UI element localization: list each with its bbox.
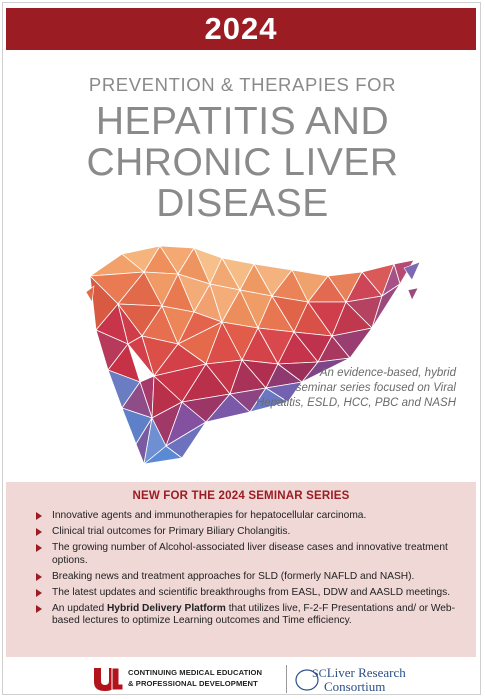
- list-item: Clinical trial outcomes for Primary Biliary Cholangitis.: [36, 526, 466, 539]
- list-item: The latest updates and scientific breakthroughs from EASL, DDW and AASLD meetings.: [36, 587, 466, 600]
- new-series-panel: [6, 482, 476, 657]
- bullet-arrow-icon: [36, 589, 42, 597]
- cme-line-1: CONTINUING MEDICAL EDUCATION: [128, 668, 263, 677]
- list-item: An updated Hybrid Delivery Platform that utilizes live, F-2-F Presentations and/ or Web-based lectures to optimize Learning outcomes and Time efficiency.: [36, 603, 466, 628]
- title-line-1: HEPATITIS AND: [95, 100, 390, 143]
- cme-text: [128, 667, 262, 689]
- sc-line-1: Liver Research: [326, 665, 406, 680]
- subtitle: PREVENTION & THERAPIES FOR: [88, 74, 397, 95]
- list-item: Innovative agents and immunotherapies for hepatocellular carcinoma.: [36, 510, 466, 523]
- cme-line-2: & PROFESSIONAL DEVELOPMENT: [128, 679, 258, 688]
- list-item: Breaking news and treatment approaches for SLD (formerly NAFLD and NASH).: [36, 571, 466, 584]
- title-line-3: DISEASE: [156, 182, 329, 225]
- sc-mark: SC: [312, 666, 327, 680]
- bullet-arrow-icon: [36, 573, 42, 581]
- bullet-arrow-icon: [36, 512, 42, 520]
- tagline-line-3: Hepatitis, ESLD, HCC, PBC and NASH: [255, 397, 456, 409]
- liver-illustration: [82, 232, 422, 472]
- title-line-2: CHRONIC LIVER: [86, 141, 399, 184]
- list-item: The growing number of Alcohol-associated liver disease cases and innovative treatment options.: [36, 542, 466, 567]
- new-series-heading: NEW FOR THE 2024 SEMINAR SERIES: [132, 490, 350, 502]
- tagline-line-1: An evidence-based, hybrid: [319, 367, 456, 379]
- footer-divider: [286, 665, 287, 693]
- tagline-line-2: seminar series focused on Viral: [295, 382, 456, 394]
- bullet-arrow-icon: [36, 605, 42, 613]
- year-banner: [6, 8, 476, 50]
- new-series-list: [36, 510, 466, 632]
- tagline: [238, 366, 456, 411]
- sc-line-2: Consortium: [324, 679, 386, 694]
- bullet-arrow-icon: [36, 544, 42, 552]
- sc-text: [312, 666, 406, 693]
- ul-logo-icon: [92, 666, 124, 692]
- year-text: 2024: [204, 11, 278, 46]
- footer: [0, 664, 485, 696]
- bullet-arrow-icon: [36, 528, 42, 536]
